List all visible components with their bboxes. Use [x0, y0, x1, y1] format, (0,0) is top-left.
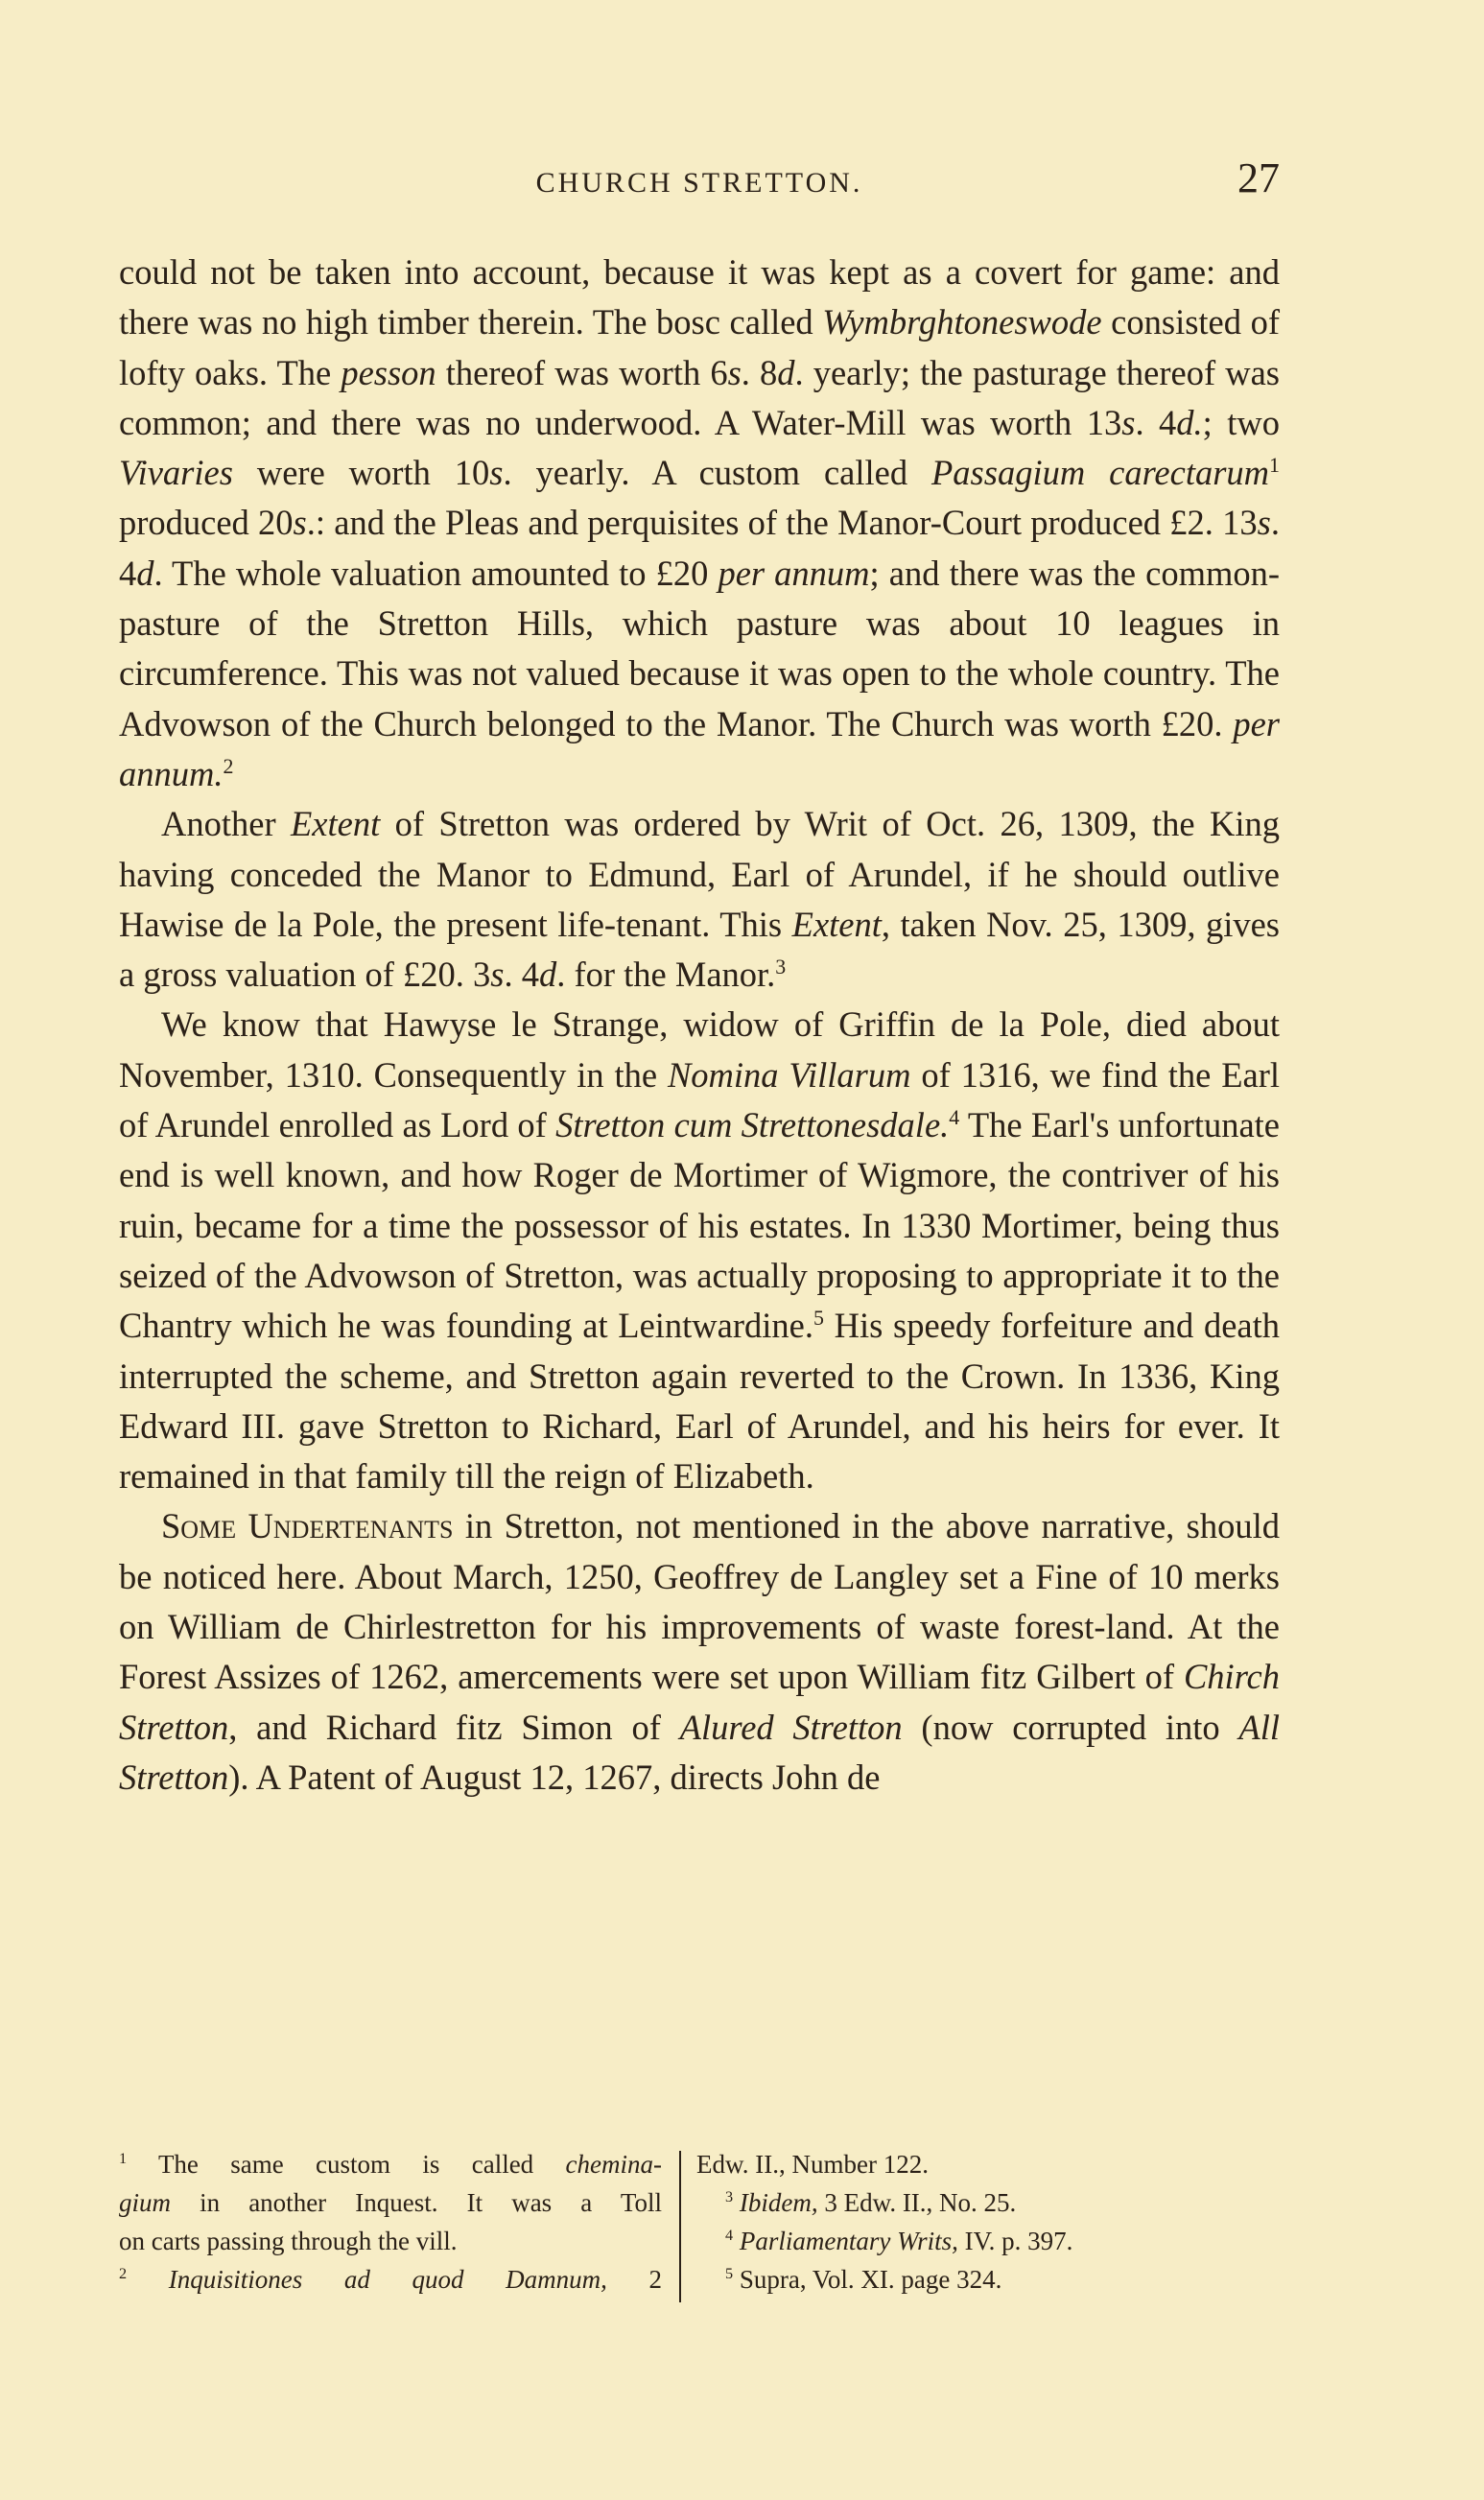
text-run: . 4 — [119, 503, 1280, 593]
text-run: produced 20 — [119, 503, 294, 543]
text-run: . 4 — [504, 955, 539, 995]
italic-run: s — [293, 503, 307, 543]
italic-run: Chirch Stretton — [119, 1657, 1280, 1747]
footnote-ref: 2 — [223, 753, 234, 778]
footnote-number: 2 — [119, 2265, 128, 2282]
text-run: IV. p. 397. — [957, 2227, 1073, 2255]
text-run: , taken Nov. 25, 1309, gives a gross valuation of £20. 3 — [119, 904, 1280, 995]
text-run: 3 Edw. II., No. 25. — [817, 2188, 1017, 2217]
text-run: .: and the Pleas and perquisites of the Manor-Court produced £2. 13 — [306, 503, 1258, 543]
footnote-number: 1 — [119, 2150, 128, 2167]
italic-run: chemina- — [565, 2150, 662, 2179]
italic-run: s — [1257, 503, 1271, 543]
footnote-ref: 1 — [1269, 453, 1280, 478]
text-run: . for the Manor. — [556, 955, 776, 995]
text-run: . 4 — [1135, 402, 1177, 442]
text-run: His speedy forfeiture and death interrupted the scheme, and Stretton again reverted to the Crown. In 1336, King Edward III. gave Stretton to Richard, Earl of Arundel, and his heirs for ever. It remained in that family till the reign of Elizabeth. — [119, 1306, 1281, 1497]
text-run: . The whole valuation amounted to £20 — [153, 553, 718, 593]
text-run: on carts passing through the vill. — [119, 2227, 458, 2255]
paragraph-2 — [119, 799, 1280, 1000]
italic-run: Vivaries — [119, 453, 233, 493]
text-run: in Stretton, not mentioned in the above narrative, should be noticed here. About March, 1250, Geoffrey de Langley set a Fine of 10 merks on William de Chirlestretton for his improvements of waste forest-land. At the Forest Assizes of 1262, amercements were set upon William fitz Gilbert of — [119, 1506, 1280, 1697]
paragraph-4 — [119, 1501, 1280, 1803]
text-run: 2 — [606, 2265, 663, 2294]
italic-run: s — [490, 955, 505, 995]
text-run: We know that Hawyse le Strange, widow of Griffin de la Pole, died about November, 1310. Consequently in the — [119, 1004, 1280, 1095]
italic-run: Ibidem, — [733, 2188, 818, 2217]
italic-run: s — [489, 453, 504, 493]
page-number: 27 — [1237, 154, 1280, 201]
italic-run: per annum. — [119, 703, 1280, 793]
footnotes — [119, 2145, 1280, 2308]
footnote-ref: 3 — [775, 955, 787, 979]
footnote-line — [119, 2260, 662, 2299]
text-run: of Stretton was ordered by Writ of Oct. 26, 1309, the King having conceded the Manor to Edmund, Earl of Arundel, if he should outlive Hawise de la Pole, the present life-tenant. This — [119, 804, 1280, 944]
footnote-number: 5 — [725, 2265, 734, 2282]
italic-run: s — [1121, 402, 1136, 442]
small-caps-run: Some Undertenants — [161, 1506, 454, 1546]
text-run: . 8 — [741, 352, 778, 392]
footnote-ref: 5 — [813, 1306, 824, 1331]
italic-run: Extent — [291, 804, 381, 844]
text-run: (now corrupted into — [902, 1707, 1239, 1747]
italic-run: d. — [1176, 402, 1203, 442]
text-run: consisted of lofty oaks. The — [119, 302, 1281, 392]
italic-run: Passagium carectarum — [931, 453, 1270, 493]
body-text — [119, 248, 1280, 1803]
footnote-line — [696, 2145, 1280, 2183]
text-run: ; and there was the common-pasture of the Stretton Hills, which pasture was about 10 leagues in circumference. This was not valued because it was open to the whole country. The Advowson of the Church belonged to the Manor. The Church was worth £20. — [119, 553, 1281, 743]
footnote-line — [696, 2222, 1280, 2260]
italic-run: s — [727, 352, 742, 392]
italic-run: gium — [119, 2188, 171, 2217]
footnotes-left-column — [119, 2145, 662, 2299]
text-run: The Earl's unfortunate end is well known, and how Roger de Mortimer of Wigmore, the contriver of his ruin, became for a time the possessor of his estates. In 1330 Mortimer, being thus seized of the Advowson of Stretton, was actually proposing to appropriate it to the Chantry which he was founding at Leintwardine. — [119, 1105, 1280, 1346]
footnote-line — [696, 2260, 1280, 2299]
italic-run: d — [538, 955, 557, 995]
footnote-column-rule — [679, 2151, 681, 2302]
italic-run: Inquisitiones ad quod Damnum, — [127, 2265, 607, 2294]
italic-run: All Stretton — [119, 1707, 1280, 1797]
text-run: Supra, Vol. XI. page 324. — [733, 2265, 1002, 2294]
paragraph-3 — [119, 1000, 1280, 1501]
text-run: ; two — [1202, 402, 1280, 442]
text-run: were worth 10 — [232, 453, 490, 493]
footnote-number: 3 — [725, 2188, 734, 2205]
text-run: Edw. II., Number 122. — [696, 2150, 929, 2179]
text-run: in another Inquest. It was a Toll — [171, 2188, 662, 2217]
italic-run: d — [777, 352, 795, 392]
italic-run: pesson — [341, 352, 436, 392]
text-run: thereof was worth 6 — [436, 352, 728, 392]
italic-run: per annum — [718, 553, 870, 593]
text-run: , and Richard fitz Simon of — [228, 1707, 680, 1747]
footnotes-right-column — [696, 2145, 1280, 2299]
text-run: The same custom is called — [127, 2150, 566, 2179]
footnote-line — [696, 2183, 1280, 2222]
text-run: . yearly; the pasturage thereof was common; and there was no underwood. A Water-Mill was worth 13 — [119, 352, 1280, 442]
footnote-ref: 4 — [949, 1104, 960, 1129]
italic-run: Alured Stretton — [679, 1707, 903, 1747]
running-title: CHURCH STRETTON. — [535, 167, 863, 199]
text-run: of 1316, we find the Earl of Arundel enrolled as Lord of — [119, 1054, 1280, 1145]
footnote-line — [119, 2145, 662, 2183]
text-run: could not be taken into account, because it was kept as a covert for game: and there was no high timber therein. The bosc called — [119, 252, 1280, 342]
footnote-number: 4 — [725, 2227, 734, 2244]
page-header — [119, 153, 1280, 211]
italic-run: Extent — [791, 904, 882, 944]
italic-run: Wymbrghtoneswode — [822, 302, 1102, 342]
italic-run: Parliamentary Writs, — [733, 2227, 958, 2255]
text-run: . yearly. A custom called — [503, 453, 932, 493]
italic-run: d — [136, 553, 154, 593]
footnote-line — [119, 2183, 662, 2222]
italic-run: Nomina Villarum — [667, 1054, 911, 1095]
text-run: Another — [161, 804, 291, 844]
footnote-line — [119, 2222, 662, 2260]
paragraph-1 — [119, 248, 1280, 799]
text-run: ). A Patent of August 12, 1267, directs John de — [228, 1757, 881, 1797]
italic-run: Stretton cum Strettonesdale. — [555, 1105, 950, 1145]
